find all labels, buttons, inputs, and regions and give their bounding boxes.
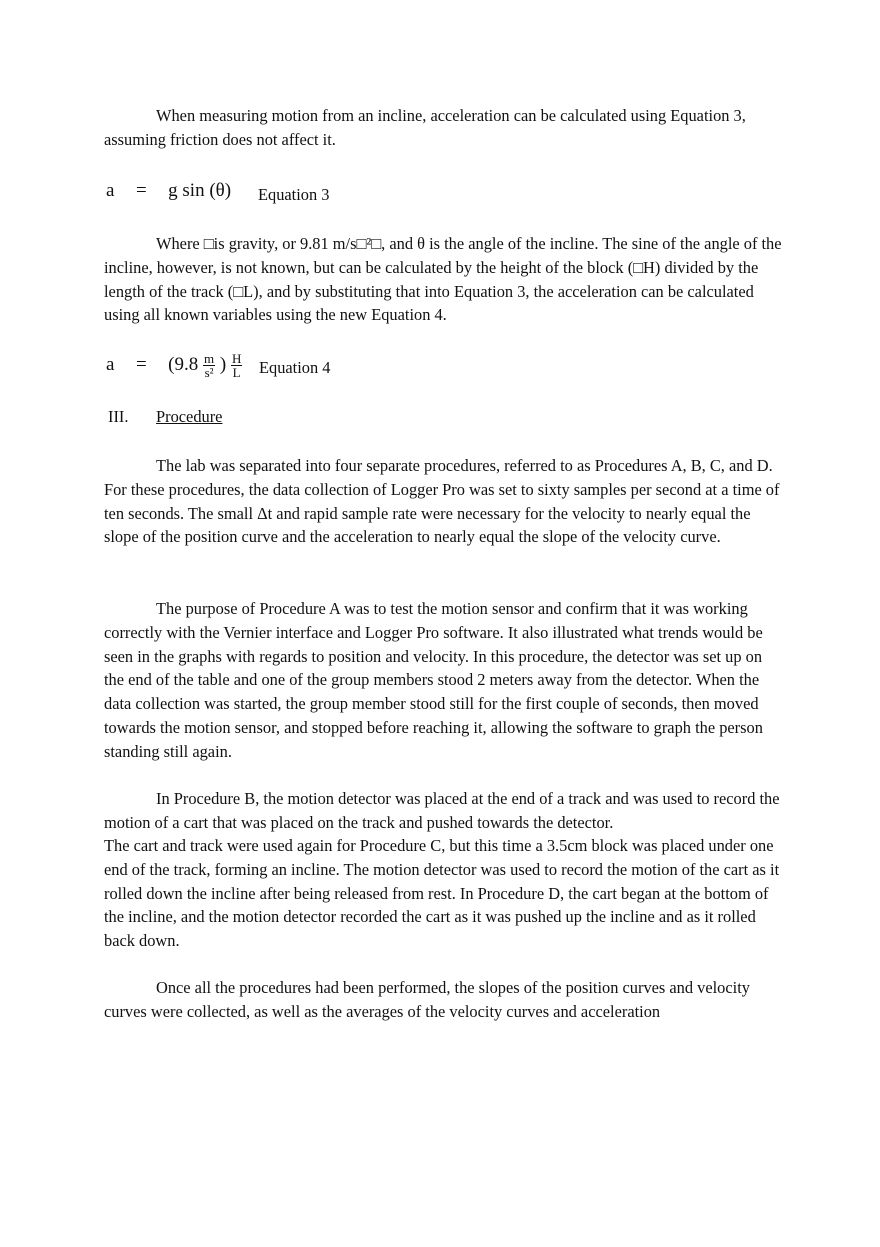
equation-3 — [106, 180, 231, 210]
equation-4-lhs: a — [106, 353, 115, 375]
paragraph-text: The lab was separated into four separate procedures, referred to as Procedures A, B, C, and D. For these procedures, the data collection of Logger Pro was set to sixty samples per second at a time of ten seconds. The small Δt and rapid sample rate were necessary for the velocity to nearly equal the slope of the position curve and the acceleration to nearly equal the slope of the velocity curve. — [104, 456, 780, 547]
paragraph-text: The cart and track were used again for Procedure C, but this time a 3.5cm block was placed under one end of the track, forming an incline. The motion detector was used to record the motion of the cart as it rolled down the incline after being released from rest. In Procedure D, the cart began at the bottom of the incline, and the motion detector recorded the cart as it was pushed up the incline and as it rolled back down. — [104, 836, 780, 951]
procedure-paragraph-4 — [104, 834, 784, 953]
equation-4-ratio-numerator: H — [231, 351, 242, 366]
equation-4-coefficient: (9.8 — [168, 353, 199, 375]
paragraph-text: Once all the procedures had been performed, the slopes of the position curves and velocity curves were collected, as well as the averages of the velocity curves and acceleration — [104, 978, 750, 1021]
equation-3-rhs: g sin (θ) — [168, 180, 232, 201]
equation-4-unit-numerator: m — [203, 351, 215, 366]
procedure-paragraph-1 — [104, 454, 784, 549]
section-heading — [108, 407, 222, 427]
intro-paragraph — [104, 104, 784, 152]
equation-4 — [106, 352, 242, 382]
section-title: Procedure — [156, 407, 223, 426]
intro-text: When measuring motion from an incline, acceleration can be calculated using Equation 3, assuming friction does not affect it. — [104, 106, 746, 149]
equation-4-ratio-denominator: L — [232, 365, 241, 380]
paragraph-text: In Procedure B, the motion detector was placed at the end of a track and was used to record the motion of a cart that was placed on the track and pushed towards the detector. — [104, 789, 780, 832]
section-number: III. — [108, 407, 129, 426]
where-text: Where □is gravity, or 9.81 m/s□²□, and θ is the angle of the incline. The sine of the angle of the incline, however, is not known, but can be calculated by the height of the block (□H) divided by the length of the track (□L), and by substituting that into Equation 3, the acceleration can be calculated using all known variables using the new Equation 4. — [104, 234, 782, 325]
paragraph-text: The purpose of Procedure A was to test the motion sensor and confirm that it was working correctly with the Vernier interface and Logger Pro software. It also illustrated what trends would be seen in the graphs with regards to position and velocity. In this procedure, the detector was set up on the end of the table and one of the group members stood 2 meters away from the detector. When the data collection was started, the group member stood still for the first couple of seconds, then moved towards the motion sensor, and stopped before reaching it, allowing the software to graph the person standing still again. — [104, 599, 763, 761]
procedure-paragraph-2 — [104, 597, 784, 764]
equation-4-unit-denominator: s² — [204, 365, 214, 380]
equation-3-equals: = — [135, 180, 147, 201]
equation-4-ratio-fraction — [231, 352, 242, 379]
equation-4-close-paren: ) — [219, 353, 227, 375]
procedure-paragraph-3 — [104, 787, 784, 835]
equation-3-lhs: a — [106, 180, 115, 201]
procedure-paragraph-5 — [104, 976, 784, 1024]
equation-4-unit-fraction — [203, 352, 215, 379]
equation-4-equals: = — [135, 353, 147, 375]
equation-4-label: Equation 4 — [259, 358, 331, 377]
where-paragraph — [104, 232, 784, 327]
equation-3-label: Equation 3 — [258, 185, 330, 204]
